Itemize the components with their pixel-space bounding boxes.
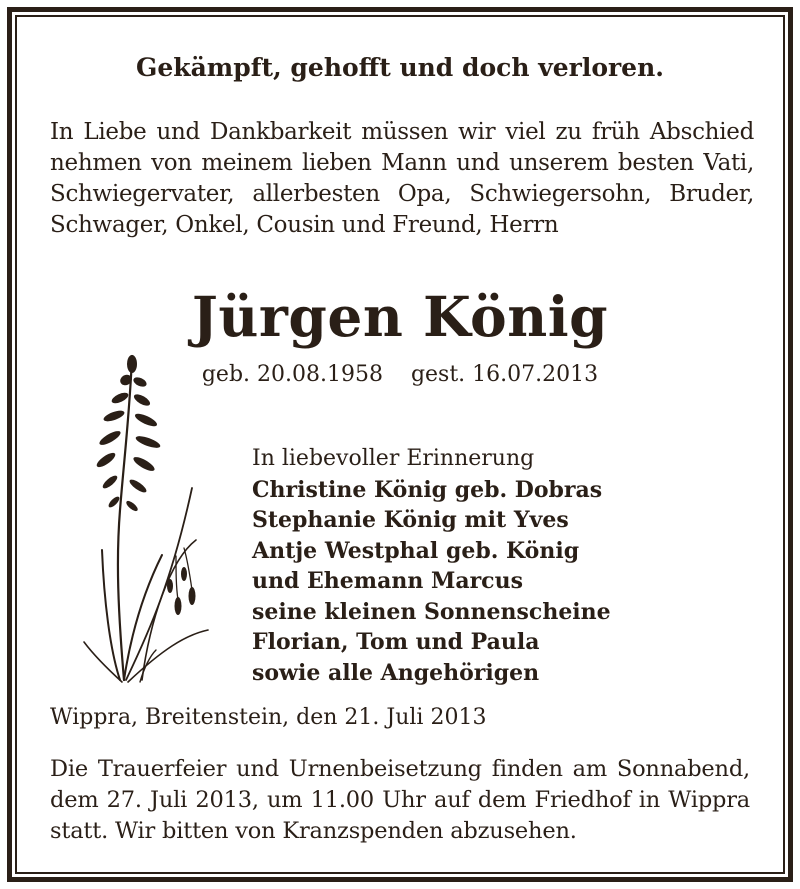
mourner-line: seine kleinen Sonnenscheine <box>252 598 611 625</box>
mourner-line: Antje Westphal geb. König <box>252 537 580 564</box>
deceased-name: Jürgen König <box>191 284 609 349</box>
mourner-line: und Ehemann Marcus <box>252 568 523 594</box>
funeral-notice: Die Trauerfeier und Urnenbeisetzung finden am Sonnabend, dem 27. Juli 2013, um 11.00 Uhr auf dem Friedhof in Wippra statt. Wir bitten von Kranzspenden abzusehen. <box>50 756 750 844</box>
mourner-line: sowie alle Angehörigen <box>252 659 540 686</box>
notice-headline: Gekämpft, gehofft und doch verloren. <box>136 53 664 82</box>
mourner-line: Florian, Tom und Paula <box>252 629 540 655</box>
mourner-line: Stephanie König mit Yves <box>252 507 569 533</box>
mourners-block <box>252 444 772 688</box>
place-and-date: Wippra, Breitenstein, den 21. Juli 2013 <box>50 705 487 730</box>
grass-stalks-icon <box>80 350 215 685</box>
mourner-line: Christine König geb. Dobras <box>252 476 603 503</box>
intro-paragraph: In Liebe und Dankbarkeit müssen wir viel zu früh Abschied nehmen von meinem lieben Mann und unserem besten Vati, Schwiegervater, allerbesten Opa, Schwiegersohn, Bruder, Schwager, Onkel, Cousin und Freund, Herrn <box>50 119 754 238</box>
mourners-lead: In liebevoller Erinnerung <box>252 446 535 471</box>
life-dates: geb. 20.08.1958 gest. 16.07.2013 <box>201 362 599 387</box>
